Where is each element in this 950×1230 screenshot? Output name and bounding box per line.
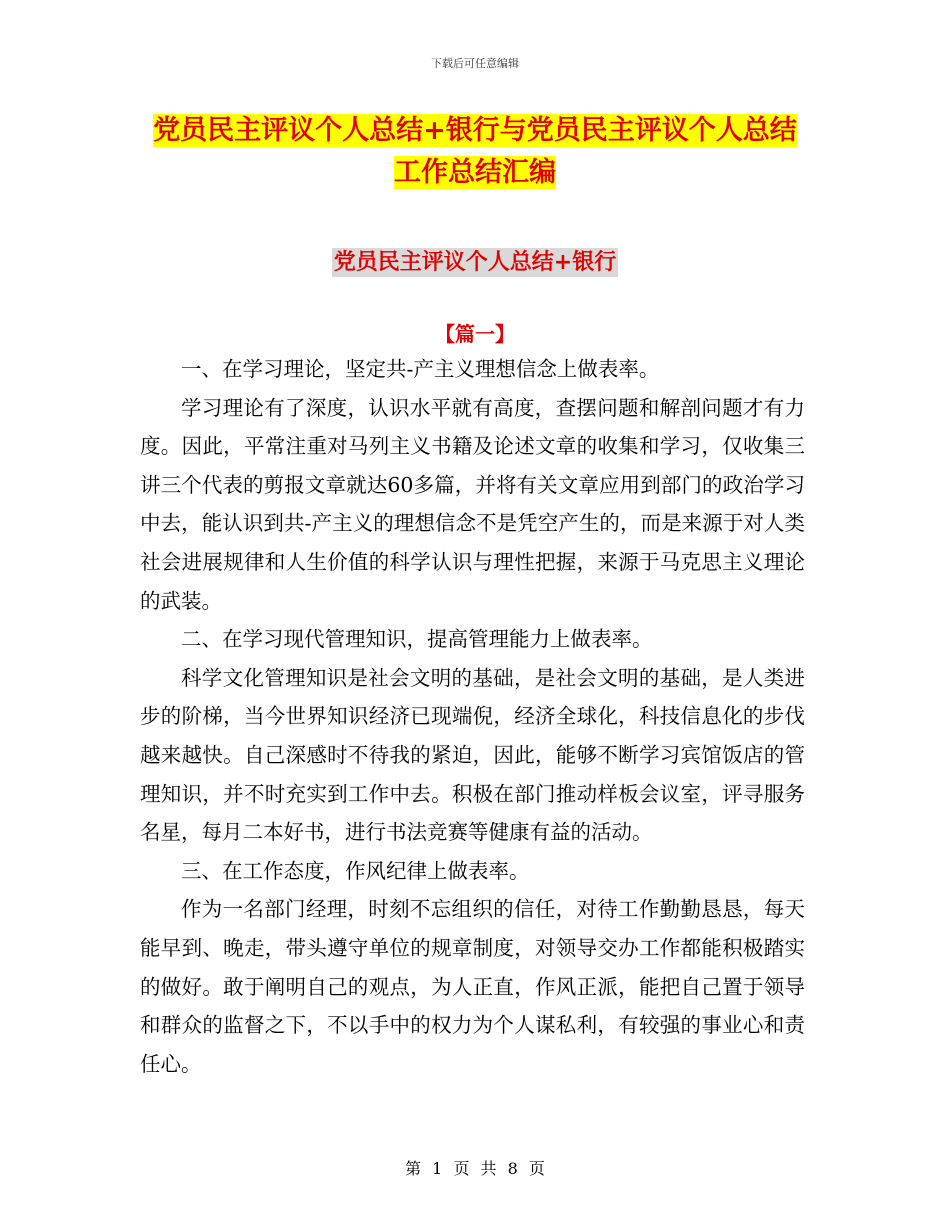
part-label: 【篇一】 <box>435 322 515 346</box>
paragraph: 学习理论有了深度，认识水平就有高度，查摆问题和解剖问题才有力度。因此，平常注重对马列主义书籍及论述文章的收集和学习，仅收集三讲三个代表的剪报文章就达60多篇，并将有关文章应用到部门的政治学习中去，能认识到共-产主义的理想信念不是凭空产生的，而是来源于对人类社会进展规律和人生价值的科学认识与理性把握，来源于马克思主义理论的武装。 <box>140 395 805 613</box>
page-footer: 第 1 页 共 8 页 <box>405 1159 545 1178</box>
section-heading-text: 党员民主评议个人总结+银行 <box>333 250 617 275</box>
section-heading <box>0 245 950 276</box>
header-note: 下载后可任意编辑 <box>431 57 519 70</box>
paragraph: 作为一名部门经理，时刻不忘组织的信任，对待工作勤勤恳恳，每天能早到、晚走，带头遵守单位的规章制度，对领导交办工作都能积极踏实的做好。敢于阐明自己的观点，为人正直，作风正派，能把自己置于领导和群众的监督之下，不以手中的权力为个人谋私利，有较强的事业心和责任心。 <box>140 897 805 1076</box>
body-text <box>140 350 805 1083</box>
document-title <box>0 110 950 194</box>
paragraph: 一、在学习理论，坚定共-产主义理想信念上做表率。 <box>181 357 660 381</box>
title-line-2: 工作总结汇编 <box>394 157 556 188</box>
title-line-1: 党员民主评议个人总结+银行与党员民主评议个人总结 <box>153 115 797 146</box>
paragraph: 科学文化管理知识是社会文明的基础，是社会文明的基础，是人类进步的阶梯，当今世界知识经济已现端倪，经济全球化，科技信息化的步伐越来越快。自己深感时不待我的紧迫，因此，能够不断学习宾馆饭店的管理知识，并不时充实到工作中去。积极在部门推动样板会议室，评寻服务名星，每月二本好书，进行书法竞赛等健康有益的活动。 <box>140 665 805 845</box>
paragraph: 二、在学习现代管理知识，提高管理能力上做表率。 <box>181 627 653 652</box>
paragraph: 三、在工作态度，作风纪律上做表率。 <box>181 858 530 883</box>
